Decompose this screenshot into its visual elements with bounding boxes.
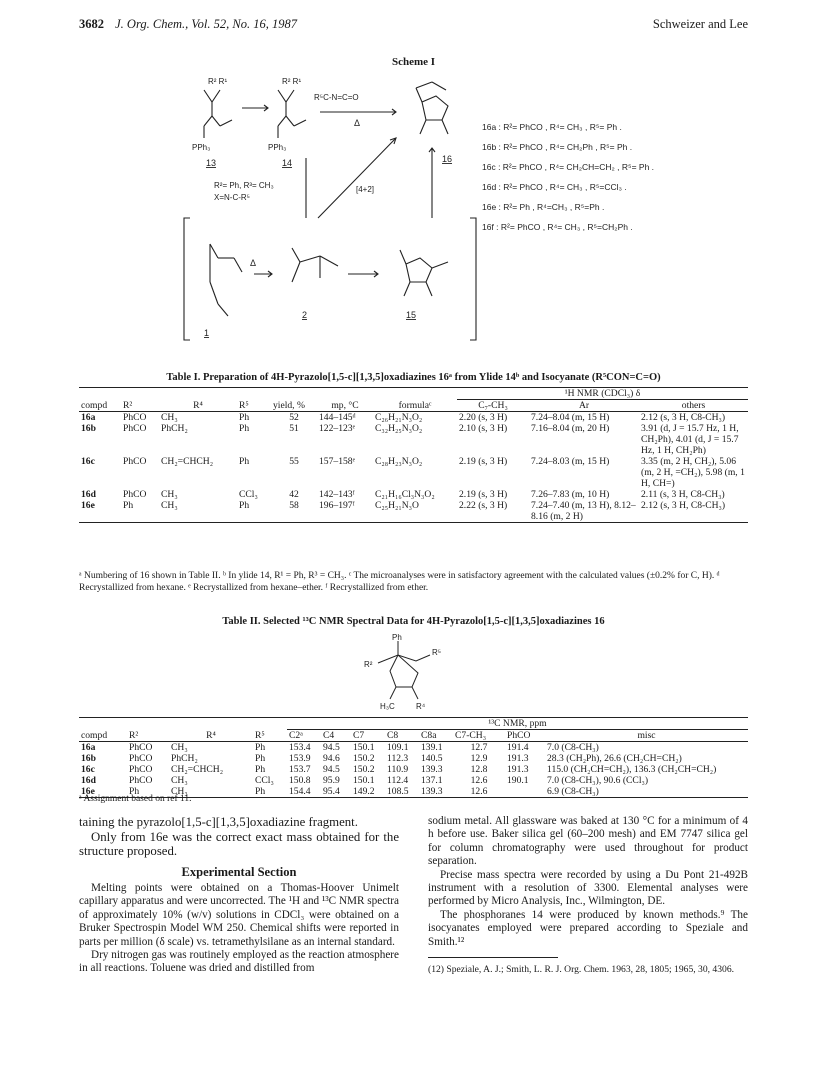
table-cell: 153.7 — [289, 764, 311, 775]
table-cell: PhCO — [129, 753, 153, 764]
table-cell: 16e — [81, 786, 95, 797]
paragraph: Melting points were obtained on a Thomas-Hoover Unimelt capillary apparatus and were uncorrected. The ¹H and ¹³C NMR spectra of approximately 10% (w/v) solutions in CDCl₃ were obtained on a Bruker Spectrospin Model WM 250. Chemical shifts were reported in parts per million (δ scale) vs. tetramethylsilane as an internal standard. — [79, 881, 399, 948]
table-cell: Ph — [239, 412, 250, 423]
table-cell: Ph — [239, 500, 250, 511]
legend-16d: 16d : R²= PhCO , R⁴= CH₃ , R⁵=CCl₃ . — [482, 182, 627, 192]
table-cell: Ph — [255, 742, 266, 753]
table1-col-formula: formulaᶜ — [398, 400, 432, 411]
table2-col-compd: compd — [81, 730, 108, 741]
table-cell: 137.1 — [421, 775, 443, 786]
table-cell: 16e — [81, 500, 95, 511]
table-cell: 150.2 — [353, 753, 375, 764]
table-cell: 139.3 — [421, 786, 443, 797]
table1-nmr-header: ¹H NMR (CDCl₃) δ — [457, 388, 748, 400]
table1-col-r4: R⁴ — [193, 400, 203, 411]
legend-16a: 16a : R²= PhCO , R⁴= CH₃ , R⁵= Ph . — [482, 122, 622, 132]
table-cell: 12.6 — [470, 775, 488, 786]
paragraph: Precise mass spectra were recorded by using a Du Pont 21-492B instrument with a resolution of 3300. Elemental analyses were performed by Micro Analysis, Inc., Wilmington, DE. — [428, 868, 748, 908]
table2 — [79, 717, 748, 798]
table-cell: 196–197ᶠ — [319, 500, 355, 511]
table-cell: C₂₁H₁₆Cl₃N₃O₂ — [375, 489, 435, 500]
table-cell: 52 — [289, 412, 299, 423]
table-cell: 16c — [81, 764, 95, 775]
table-cell: 12.8 — [470, 764, 488, 775]
table-cell: 153.9 — [289, 753, 311, 764]
table-cell: 115.0 (CH₂CH=CH₂), 136.3 (CH₂CH=CH₂) — [547, 764, 717, 775]
heat-label-1: Δ — [354, 118, 361, 128]
table-cell: PhCO — [123, 456, 147, 467]
table-cell: 154.4 — [289, 786, 311, 797]
table-cell: 142–143ᶠ — [319, 489, 355, 500]
svg-text:R² R¹: R² R¹ — [208, 77, 228, 86]
svg-text:PPh₃: PPh₃ — [268, 143, 287, 152]
compound-label-2: 2 — [302, 310, 308, 320]
structure-14 — [278, 90, 306, 138]
svg-text:Ph: Ph — [392, 633, 402, 642]
legend-16c: 16c : R²= PhCO , R⁴= CH₂CH=CH₂ , R⁵= Ph . — [482, 162, 655, 172]
table-cell: 6.9 (C8-CH₃) — [547, 786, 599, 797]
table2-col-c4: C4 — [323, 730, 335, 741]
table-cell: 150.8 — [289, 775, 311, 786]
legend-16e: 16e : R²= Ph , R⁴=CH₃ , R⁵=Ph . — [482, 202, 605, 212]
table-row — [79, 753, 748, 764]
table-cell: CH₃ — [161, 500, 178, 511]
table-cell: 153.4 — [289, 742, 311, 753]
table-cell: 140.5 — [421, 753, 443, 764]
table-cell: 7.24–7.40 (m, 13 H), 8.12–8.16 (m, 2 H) — [531, 500, 636, 522]
table-cell: PhCO — [123, 412, 147, 423]
table-cell: 95.9 — [323, 775, 340, 786]
table2-col-phco: PhCO — [507, 730, 531, 741]
table-row — [79, 412, 748, 424]
table-cell: CH₂=CHCH₂ — [171, 764, 224, 775]
left-column — [79, 815, 399, 976]
table-cell: Ph — [123, 500, 134, 511]
table-cell: PhCO — [129, 764, 153, 775]
table-cell: 95.4 — [323, 786, 340, 797]
svg-text:R⁵: R⁵ — [432, 648, 442, 657]
table-cell: 16d — [81, 489, 96, 500]
table-cell: 112.4 — [387, 775, 409, 786]
table-cell: CH₃ — [161, 489, 178, 500]
paragraph: Only from 16e was the correct exact mass obtained for the structure proposed. — [79, 829, 399, 858]
table-cell: PhCO — [123, 423, 147, 434]
table1-col-c7ch3: C₇-CH₃ — [478, 400, 508, 411]
page-number: 3682 — [79, 17, 104, 31]
table-cell: 51 — [289, 423, 299, 434]
table1-col-others: others — [681, 400, 706, 411]
table-cell: 28.3 (CH₂Ph), 26.6 (CH₂CH=CH₂) — [547, 753, 682, 764]
table-cell: Ph — [255, 753, 266, 764]
structure-15 — [400, 250, 448, 296]
table-cell: 12.6 — [470, 786, 488, 797]
table-cell: 94.5 — [323, 742, 340, 753]
table2-col-c8a: C8a — [421, 730, 437, 741]
table2-col-misc: misc — [637, 730, 656, 741]
table-cell: 2.19 (s, 3 H) — [459, 456, 508, 467]
table-cell: C₂₈H₂₃N₃O₂ — [375, 456, 423, 467]
structure-16 — [416, 82, 448, 134]
paragraph: Dry nitrogen gas was routinely employed as the reaction atmosphere in all reactions. Toluene was dried and distilled from — [79, 948, 399, 975]
table2-col-c8: C8 — [387, 730, 399, 741]
section-heading: Experimental Section — [181, 864, 297, 879]
table1-title: Table I. Preparation of 4H-Pyrazolo[1,5-c][1,3,5]oxadiazines 16ᵃ from Ylide 14ᵇ and Isocyanate (R⁵CON=C=O) — [166, 372, 661, 383]
table-cell: 2.20 (s, 3 H) — [459, 412, 508, 423]
compound-label-14: 14 — [282, 158, 293, 168]
table-cell: 109.1 — [387, 742, 409, 753]
table-cell: CH₃ — [171, 786, 188, 797]
journal-citation: J. Org. Chem., Vol. 52, No. 16, 1987 — [115, 17, 297, 31]
table2-col-r2: R² — [129, 730, 139, 741]
header-left — [79, 17, 297, 32]
table-cell: C₂₅H₂₁N₃O — [375, 500, 419, 511]
table1 — [79, 387, 748, 523]
right-column — [428, 815, 748, 976]
table-cell: 149.2 — [353, 786, 375, 797]
table2-col-c7: C7 — [353, 730, 365, 741]
table-cell: C₂₆H₂₁N₃O₂ — [375, 412, 423, 423]
table-cell: 3.35 (m, 2 H, CH₂), 5.06 (m, 2 H, =CH₂), 5.98 (m, 1 H, CH=) — [641, 456, 745, 489]
table-cell: 16c — [81, 456, 95, 467]
table-cell: CH₃ — [161, 412, 178, 423]
table-cell: 191.4 — [507, 742, 529, 753]
table-cell: 16b — [81, 423, 96, 434]
table-cell: 2.11 (s, 3 H, C8-CH₃) — [641, 489, 725, 500]
svg-text:PPh₃: PPh₃ — [192, 143, 211, 152]
table-row — [79, 489, 748, 500]
table-cell: 2.10 (s, 3 H) — [459, 423, 508, 434]
table-cell: 7.16–8.04 (m, 20 H) — [531, 423, 610, 434]
table-cell: PhCO — [123, 489, 147, 500]
table-cell: CCl₃ — [239, 489, 258, 500]
table-cell: PhCO — [129, 742, 153, 753]
table-cell: CCl₃ — [255, 775, 274, 786]
table2-col-r5: R⁵ — [255, 730, 265, 741]
reference-12: (12) Speziale, A. J.; Smith, L. R. J. Org. Chem. 1963, 28, 1805; 1965, 30, 4306. — [428, 964, 735, 976]
svg-text:H₃C: H₃C — [380, 702, 395, 711]
table-cell: 150.1 — [353, 742, 375, 753]
condition-2: X=N-C-R⁵ — [214, 193, 250, 202]
table-row — [79, 764, 748, 775]
paragraph: taining the pyrazolo[1,5-c][1,3,5]oxadiazine fragment. — [79, 815, 358, 829]
table-cell: 112.3 — [387, 753, 409, 764]
table-cell: 139.1 — [421, 742, 443, 753]
table-cell: 58 — [289, 500, 299, 511]
table-cell: 191.3 — [507, 753, 529, 764]
table-row — [79, 775, 748, 786]
table1-col-compd: compd — [81, 400, 108, 411]
scheme-figure — [170, 68, 720, 348]
table1-col-mp: mp, °C — [331, 400, 359, 411]
table1-col-r5: R⁵ — [239, 400, 249, 411]
reference-rule — [428, 957, 558, 964]
table-cell: 2.12 (s, 3 H, C8-CH₃) — [641, 412, 726, 423]
table2-nmr-header: ¹³C NMR, ppm — [287, 718, 748, 730]
table-cell: 94.6 — [323, 753, 340, 764]
table-cell: 122–123ᵉ — [319, 423, 356, 434]
table-cell: 55 — [289, 456, 299, 467]
table-cell: Ph — [129, 786, 140, 797]
paragraph: sodium metal. All glassware was baked at 130 °C for a minimum of 4 h before use. Baker silica gel (60–200 mesh) and EM 7747 silica gel for column chromatography were used throughout for product separation. — [428, 815, 748, 868]
table-cell: Ph — [239, 456, 250, 467]
svg-text:R²: R² — [364, 660, 373, 669]
table-cell: 191.3 — [507, 764, 529, 775]
structure-2 — [292, 248, 338, 282]
table-cell: 16b — [81, 753, 96, 764]
heat-label-2: Δ — [250, 258, 257, 268]
table-cell: 16d — [81, 775, 96, 786]
table-cell: Ph — [255, 786, 266, 797]
table-cell: 12.9 — [470, 753, 488, 764]
table-row — [79, 500, 748, 523]
table-cell: CH₂=CHCH₂ — [161, 456, 214, 467]
table-cell: 7.26–7.83 (m, 10 H) — [531, 489, 610, 500]
table2-title: Table II. Selected ¹³C NMR Spectral Data for 4H-Pyrazolo[1,5-c][1,3,5]oxadiazines 16 — [222, 616, 605, 627]
table2-col-r4: R⁴ — [206, 730, 216, 741]
table-cell: CH₃ — [171, 775, 188, 786]
table-cell: 150.1 — [353, 775, 375, 786]
table1-col-yield: yield, % — [273, 400, 305, 411]
table-cell: 190.1 — [507, 775, 529, 786]
table-cell: Ph — [255, 764, 266, 775]
table-cell: 7.24–8.04 (m, 15 H) — [531, 412, 610, 423]
table-cell: 2.19 (s, 3 H) — [459, 489, 508, 500]
table-cell: C₃₂H₂₅N₃O₂ — [375, 423, 423, 434]
table-cell: 2.22 (s, 3 H) — [459, 500, 508, 511]
structure-1 — [210, 244, 242, 316]
table-cell: 144–145ᵈ — [319, 412, 356, 423]
table-cell: 2.12 (s, 3 H, C8-CH₃) — [641, 500, 726, 511]
compound-label-15: 15 — [406, 310, 417, 320]
table-cell: PhCH₂ — [171, 753, 198, 764]
compound-label-16: 16 — [442, 154, 453, 164]
table-cell: 7.24–8.03 (m, 15 H) — [531, 456, 610, 467]
table2-col-c2: C2ᵃ — [289, 730, 303, 741]
table1-col-ar: Ar — [578, 400, 590, 411]
table-cell: 42 — [289, 489, 299, 500]
reagent-label: R⁵C-N=C=O — [314, 93, 359, 102]
structure-13 — [204, 90, 232, 138]
table1-footnote: ᵃ Numbering of 16 shown in Table II. ᵇ In ylide 14, R¹ = Ph, R³ = CH₃. ᶜ The microanalyses were in satisfactory agreement with the calculated values (±0.2% for C, H). ᵈ Recrystallized from hexane. ᵉ Recrystallized from hexane–ether. ᶠ Recrystallized from ether. — [79, 571, 720, 593]
table-cell: Ph — [239, 423, 250, 434]
table-cell: 157–158ᵉ — [319, 456, 356, 467]
header-authors: Schweizer and Lee — [652, 17, 748, 31]
legend-16b: 16b : R²= PhCO , R⁴= CH₂Ph , R⁵= Ph . — [482, 142, 633, 152]
legend-16f: 16f : R²= PhCO , R⁴= CH₃ , R⁵=CH₂Ph . — [482, 222, 633, 232]
table-cell: PhCO — [129, 775, 153, 786]
table-row — [79, 456, 748, 489]
table2-footnote: ᵃ Assignment based on ref 11. — [79, 794, 192, 804]
paragraph: The phosphoranes 14 were produced by known methods.⁹ The isocyanates employed were prepared according to Speziale and Smith.¹² — [428, 908, 748, 948]
table-cell: 139.3 — [421, 764, 443, 775]
running-header — [79, 17, 748, 33]
table-cell: 12.7 — [470, 742, 488, 753]
table-cell: 3.91 (d, J = 15.7 Hz, 1 H, CH₂Ph), 4.01 (d, J = 15.7 Hz, 1 H, CH₂Ph) — [641, 423, 739, 456]
condition-1: R²= Ph, R³= CH₃ — [214, 181, 274, 190]
table-cell: 16a — [81, 412, 96, 423]
table-row — [79, 423, 748, 456]
table-cell: CH₃ — [171, 742, 188, 753]
table-cell: 94.5 — [323, 764, 340, 775]
table-cell: 150.2 — [353, 764, 375, 775]
compound-label-13: 13 — [206, 158, 217, 168]
scheme-title: Scheme I — [391, 56, 436, 68]
table-row — [79, 742, 748, 754]
table-cell: 7.0 (C8-CH₃), 90.6 (CCl₃) — [547, 775, 649, 786]
table2-col-c7ch3: C7-CH₃ — [455, 730, 487, 741]
table-cell: 110.9 — [387, 764, 409, 775]
table1-col-r2: R² — [123, 400, 133, 411]
cycloaddition-label: [4+2] — [356, 185, 375, 194]
table2-structure — [360, 633, 470, 715]
svg-text:R² R¹: R² R¹ — [282, 77, 302, 86]
compound-label-1: 1 — [204, 328, 210, 338]
table-cell: PhCH₂ — [161, 423, 188, 434]
table-cell: 108.5 — [387, 786, 409, 797]
table-cell: 16a — [81, 742, 96, 753]
svg-text:R⁴: R⁴ — [416, 702, 426, 711]
table-cell: 7.0 (C8-CH₃) — [547, 742, 599, 753]
